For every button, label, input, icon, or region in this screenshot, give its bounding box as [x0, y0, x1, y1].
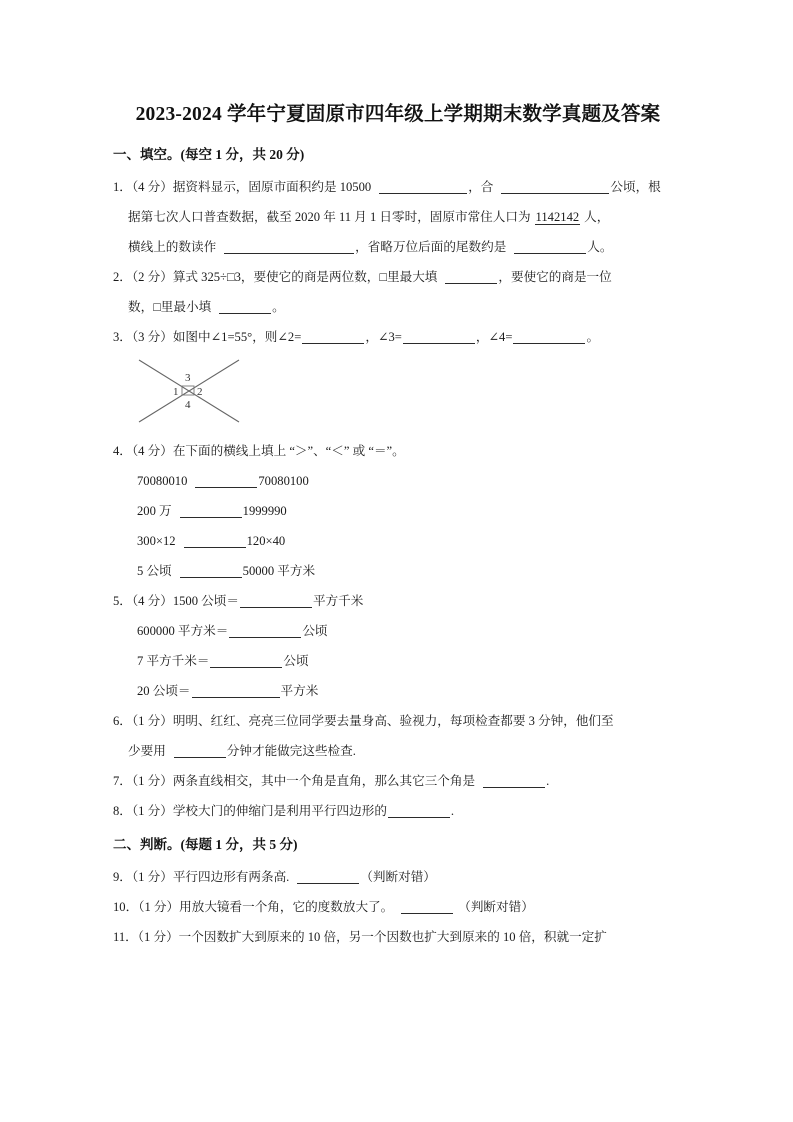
question-6-text-2: 少要用: [128, 744, 166, 758]
question-5-item-3: [113, 646, 683, 676]
question-5-item-4-left: 20 公顷＝: [137, 684, 191, 698]
question-9-text-1: 平行四边形有两条高.: [172, 870, 290, 884]
section-heading-fill-in-blanks: 一、填空。(每空 1 分，共 20 分): [113, 147, 305, 162]
question-4-item-1-right: 70080100: [258, 474, 309, 488]
question-4-dot: ．: [119, 444, 132, 458]
question-4-item-2-right: 1999990: [242, 504, 287, 518]
question-1-score: （4 分）: [131, 180, 173, 194]
question-5-item-2-right: 公顷: [302, 624, 328, 638]
question-1-text-1: 据资料显示，固原市面积约是 10500: [172, 180, 372, 194]
question-2-blank-2[interactable]: [219, 299, 271, 314]
document-content: [113, 98, 683, 952]
question-6-number: 6: [113, 714, 120, 728]
question-10-text-2: （判断对错）: [458, 900, 534, 914]
question-6-score: （1 分）: [131, 714, 173, 728]
question-8-text-2: .: [450, 804, 455, 818]
question-4-item-4-left: 5 公顷: [137, 564, 172, 578]
question-3-text-1: 如图中∠1=55°，则∠2=: [172, 330, 302, 344]
question-1-blank-4[interactable]: [514, 239, 586, 254]
question-9: [113, 862, 683, 892]
question-5-item-1-right: 平方千米: [312, 594, 364, 608]
question-1-text-3: 公顷，根: [610, 180, 661, 194]
question-7-text-1: 两条直线相交，其中一个角是直角，那么其它三个角是: [172, 774, 476, 788]
question-3-score: （3 分）: [131, 330, 173, 344]
question-5-blank-3[interactable]: [210, 653, 282, 668]
page-title: 2023-2024 学年宁夏固原市四年级上学期期末数学真题及答案: [135, 104, 661, 125]
question-2-text-3: 数，□里最小填: [128, 300, 212, 314]
question-1-line-3: [113, 232, 683, 262]
question-4-line-1: [113, 436, 683, 466]
svg-text:1: 1: [173, 386, 179, 398]
question-3-blank-3[interactable]: [513, 329, 585, 344]
question-5: [113, 586, 683, 706]
question-1-text-8: 人。: [587, 240, 613, 254]
question-4-item-4: [113, 556, 683, 586]
question-5-blank-2[interactable]: [229, 623, 301, 638]
question-4-blank-3[interactable]: [184, 533, 246, 548]
question-1-text-5: 人，: [584, 210, 610, 224]
svg-text:3: 3: [185, 372, 191, 384]
question-11-dot: ．: [125, 930, 138, 944]
question-6-line-2: [113, 736, 683, 766]
question-1-dot: ．: [119, 180, 132, 194]
question-5-score: （4 分）: [131, 594, 173, 608]
question-10: [113, 892, 683, 922]
question-10-dot: ．: [125, 900, 139, 914]
question-1-blank-3[interactable]: [224, 239, 354, 254]
question-5-item-1-left: 1500 公顷＝: [172, 594, 239, 608]
question-8-line-1: [113, 796, 683, 826]
question-4-score: （4 分）: [131, 444, 173, 458]
question-7: [113, 766, 683, 796]
question-7-text-2: .: [546, 774, 550, 788]
question-2-text-1: 算式 325÷□3，要使它的商是两位数，□里最大填: [172, 270, 438, 284]
question-11-line-1: [113, 922, 683, 952]
question-10-blank-1[interactable]: [401, 899, 453, 914]
question-5-number: 5: [113, 594, 120, 608]
question-3: [113, 322, 683, 352]
question-1-text-6: 横线上的数读作: [128, 240, 217, 254]
question-6-text-1: 明明、红红、亮亮三位同学要去量身高、验视力，每项检查都要 3 分钟，他们至: [172, 714, 614, 728]
question-9-line-1: [113, 862, 683, 892]
question-9-score: （1 分）: [131, 870, 173, 884]
question-4-blank-2[interactable]: [180, 503, 242, 518]
question-3-text-4: 。: [586, 330, 600, 344]
question-3-text-3: ，∠4=: [475, 330, 513, 344]
question-2-line-2: [113, 292, 683, 322]
question-5-item-2-left: 600000 平方米＝: [137, 624, 229, 638]
question-4-blank-4[interactable]: [180, 563, 242, 578]
question-3-figure-wrapper: [113, 354, 683, 432]
question-4-item-2-left: 200 万: [137, 504, 172, 518]
question-1-text-7: ，省略万位后面的尾数约是: [355, 240, 507, 254]
question-8-blank-1[interactable]: [388, 803, 450, 818]
svg-text:2: 2: [197, 386, 203, 398]
section-heading-true-false: 二、判断。(每题 1 分，共 5 分): [113, 837, 298, 852]
question-9-dot: ．: [119, 870, 132, 884]
question-1-population-value: 1142142: [535, 210, 580, 224]
question-8: [113, 796, 683, 826]
question-6: [113, 706, 683, 766]
question-6-dot: ．: [119, 714, 132, 728]
question-5-item-4: [113, 676, 683, 706]
question-11: [113, 922, 683, 952]
question-10-line-1: [113, 892, 683, 922]
question-5-blank-4[interactable]: [192, 683, 280, 698]
question-4-item-1: [113, 466, 683, 496]
question-4-item-4-right: 50000 平方米: [242, 564, 316, 578]
question-10-number: 10: [113, 900, 126, 914]
question-2-number: 2: [113, 270, 120, 284]
question-9-blank-1[interactable]: [297, 869, 359, 884]
question-8-score: （1 分）: [131, 804, 173, 818]
question-4-item-3: [113, 526, 683, 556]
question-4: [113, 436, 683, 586]
question-5-line-1: [113, 586, 683, 616]
question-11-text-1: 一个因数扩大到原来的 10 倍，另一个因数也扩大到原来的 10 倍，积就一定扩: [178, 930, 607, 944]
question-8-dot: ．: [119, 804, 132, 818]
question-4-number: 4: [113, 444, 120, 458]
question-6-text-3: 分钟才能做完这些检查.: [226, 744, 356, 758]
question-11-number: 11: [113, 930, 126, 944]
question-7-dot: ．: [119, 774, 132, 788]
question-3-blank-1[interactable]: [302, 329, 364, 344]
question-4-item-2: [113, 496, 683, 526]
question-2: [113, 262, 683, 322]
question-5-item-3-right: 公顷: [283, 654, 309, 668]
crossing-lines-figure: [133, 354, 245, 428]
question-7-blank-1[interactable]: [483, 773, 545, 788]
question-1-text-2: ，合: [468, 180, 494, 194]
question-8-text-1: 学校大门的伸缩门是利用平行四边形的: [172, 804, 387, 818]
question-10-text-1: 用放大镜看一个角，它的度数放大了。: [179, 900, 394, 914]
question-6-blank-1[interactable]: [174, 743, 226, 758]
question-9-number: 9: [113, 870, 120, 884]
question-2-score: （2 分）: [131, 270, 173, 284]
question-7-line-1: [113, 766, 683, 796]
question-2-dot: ．: [119, 270, 132, 284]
question-11-score: （1 分）: [137, 930, 179, 944]
question-1-number: 1: [113, 180, 120, 194]
question-4-blank-1[interactable]: [195, 473, 257, 488]
question-3-text-2: ，∠3=: [365, 330, 402, 344]
question-1: [113, 172, 683, 262]
question-5-blank-1[interactable]: [240, 593, 312, 608]
question-5-item-3-left: 7 平方千米＝: [137, 654, 210, 668]
question-7-score: （1 分）: [131, 774, 173, 788]
question-1-blank-2[interactable]: [501, 179, 609, 194]
question-3-blank-2[interactable]: [403, 329, 475, 344]
question-9-text-2: （判断对错）: [360, 870, 436, 884]
question-6-line-1: [113, 706, 683, 736]
question-5-item-2: [113, 616, 683, 646]
question-2-text-2: ，要使它的商是一位: [498, 270, 612, 284]
question-4-prompt: 在下面的横线上填上 “＞”、“＜” 或 “＝”。: [172, 444, 405, 458]
question-2-line-1: [113, 262, 683, 292]
question-4-item-1-left: 70080010: [137, 474, 188, 488]
question-5-dot: ．: [119, 594, 132, 608]
question-1-text-4: 据第七次人口普查数据，截至 2020 年 11 月 1 日零时，固原市常住人口为: [128, 210, 531, 224]
question-7-number: 7: [113, 774, 120, 788]
question-5-item-4-right: 平方米: [280, 684, 319, 698]
question-1-blank-1[interactable]: [379, 179, 467, 194]
svg-text:4: 4: [185, 399, 191, 411]
question-10-score: （1 分）: [138, 900, 180, 914]
question-3-dot: ．: [119, 330, 132, 344]
question-4-item-3-left: 300×12: [137, 534, 176, 548]
question-3-line-1: [113, 322, 683, 352]
question-2-text-4: 。: [272, 300, 285, 314]
question-1-line-1: [113, 172, 683, 202]
question-3-number: 3: [113, 330, 120, 344]
question-1-line-2: [113, 202, 683, 232]
question-2-blank-1[interactable]: [445, 269, 497, 284]
question-8-number: 8: [113, 804, 120, 818]
question-4-item-3-right: 120×40: [246, 534, 286, 548]
